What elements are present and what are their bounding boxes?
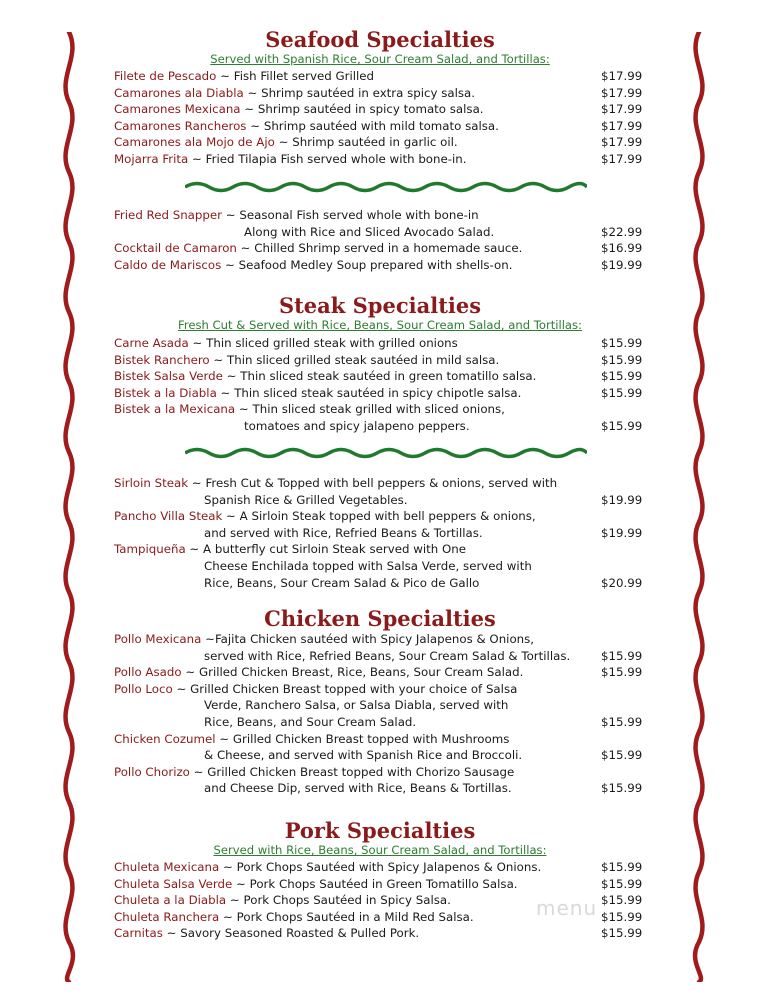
vine-divider xyxy=(185,446,587,460)
menu-item: Bistek Salsa Verde ~ Thin sliced steak sautéed in green tomatillo salsa. $15.99 xyxy=(114,369,643,384)
seafood-list-2: Fried Red Snapper ~ Seasonal Fish served whole with bone-in Along with Rice and Sliced Avocado Salad. $22.99 Cocktail de Camaron ~ Chilled Shrimp served in a homemade sauce. $16.99 Caldo de Mariscos ~ Seafood Medley Soup prepared with shells-on. $19.99 xyxy=(114,207,654,273)
left-scroll-border xyxy=(57,32,81,982)
menu-item: Chuleta Salsa Verde ~ Pork Chops Sautéed in Green Tomatillo Salsa. $15.99 xyxy=(114,876,643,891)
menu-item: Bistek a la Diabla ~ Thin sliced steak sautéed in spicy chipotle salsa. $15.99 xyxy=(114,385,643,400)
steak-subtitle: Fresh Cut & Served with Rice, Beans, Sour Cream Salad, and Tortillas: xyxy=(178,318,582,332)
menu-item: Sirloin Steak ~ Fresh Cut & Topped with bell peppers & onions, served with xyxy=(114,476,558,490)
menu-item: Camarones Rancheros ~ Shrimp sautéed with mild tomato salsa. $17.99 xyxy=(114,118,643,133)
menu-item: Chuleta Mexicana ~ Pork Chops Sautéed with Spicy Jalapenos & Onions. $15.99 xyxy=(114,860,643,874)
menu-item: Chuleta a la Diabla ~ Pork Chops Sautéed in Spicy Salsa. $15.99 xyxy=(114,893,643,908)
menu-item: Camarones ala Mojo de Ajo ~ Shrimp sautéed in garlic oil. $17.99 xyxy=(114,135,643,150)
menu-item: Cocktail de Camaron ~ Chilled Shrimp served in a homemade sauce. $16.99 xyxy=(114,241,643,256)
menu-item: Pollo Loco ~ Grilled Chicken Breast topped with your choice of Salsa xyxy=(114,681,518,696)
watermark: menu xyxy=(536,896,598,920)
steak-title: Steak Specialties xyxy=(278,293,482,318)
menu-item: Bistek a la Mexicana ~ Thin sliced steak grilled with sliced onions, xyxy=(114,402,505,417)
menu-item: Camarones Mexicana ~ Shrimp sautéed in spicy tomato salsa. $17.99 xyxy=(114,102,643,117)
menu-item: Chicken Cozumel ~ Grilled Chicken Breast topped with Mushrooms xyxy=(114,731,510,746)
menu-item: Carnitas ~ Savory Seasoned Roasted & Pulled Pork. $15.99 xyxy=(114,926,643,941)
steak-list-2: Sirloin Steak ~ Fresh Cut & Topped with bell peppers & onions, served with Spanish Rice & Grilled Vegetables. $19.99 Pancho Villa Steak ~ A Sirloin Steak topped with bell peppers & onions, and served with Rice, Refried Beans & Tortillas. $19.99 Tampiqueña ~ A butterfly cut Sirloin Steak served with One Cheese Enchilada topped with Salsa Verde, served with Rice, Beans, Sour Cream Salad & Pico de Gallo $20.99 xyxy=(114,475,654,591)
pork-subtitle: Served with Rice, Beans, Sour Cream Salad, and Tortillas: xyxy=(213,843,547,857)
menu-item: Carne Asada ~ Thin sliced grilled steak with grilled onions $15.99 xyxy=(114,336,643,350)
seafood-list xyxy=(114,68,654,168)
menu-item: Mojarra Frita ~ Fried Tilapia Fish served whole with bone-in. $17.99 xyxy=(114,151,643,166)
menu-item: Tampiqueña ~ A butterfly cut Sirloin Steak served with One xyxy=(114,542,467,557)
right-scroll-border xyxy=(687,32,711,982)
menu-item: Bistek Ranchero ~ Thin sliced grilled steak sautéed in mild salsa. $15.99 xyxy=(114,352,643,367)
menu-item: Chuleta Ranchera ~ Pork Chops Sautéed in a Mild Red Salsa. $15.99 xyxy=(114,909,643,924)
vine-divider xyxy=(185,180,587,194)
pork-title: Pork Specialties xyxy=(284,818,476,843)
menu-item: Fried Red Snapper ~ Seasonal Fish served whole with bone-in xyxy=(114,208,479,222)
menu-item: Pollo Chorizo ~ Grilled Chicken Breast topped with Chorizo Sausage xyxy=(114,764,515,779)
chicken-list: Pollo Mexicana ~Fajita Chicken sautéed with Spicy Jalapenos & Onions, served with Rice, Refried Beans, Sour Cream Salad & Tortillas. $15.99 Pollo Asado ~ Grilled Chicken Breast, Rice, Beans, Sour Cream Salad. $15.99 Pollo Loco ~ Grilled Chicken Breast topped with your choice of Salsa Verde, Ranchero Salsa, or Salsa Diabla, served with Rice, Beans, and Sour Cream Salad. $15.99 Chicken Cozumel ~ Grilled Chicken Breast topped with Mushrooms & Cheese, and served with Spanish Rice and Broccoli. $15.99 Pollo Chorizo ~ Grilled Chicken Breast topped with Chorizo Sausage and Cheese Dip, served with Rice, Beans & Tortillas. $15.99 xyxy=(114,631,654,797)
menu-item: Pancho Villa Steak ~ A Sirloin Steak topped with bell peppers & onions, xyxy=(114,509,536,524)
seafood-subtitle: Served with Spanish Rice, Sour Cream Salad, and Tortillas: xyxy=(210,52,550,66)
menu-item: Caldo de Mariscos ~ Seafood Medley Soup prepared with shells-on. $19.99 xyxy=(114,257,643,272)
menu-item: Camarones ala Diabla ~ Shrimp sautéed in extra spicy salsa. $17.99 xyxy=(114,85,643,100)
menu-item: Filete de Pescado ~ Fish Fillet served Grilled $17.99 xyxy=(114,69,643,83)
steak-list: Carne Asada ~ Thin sliced grilled steak with grilled onions $15.99 Bistek Ranchero ~ Thin sliced grilled steak sautéed in mild salsa. $15.99 Bistek Salsa Verde ~ Thin sliced steak sautéed in green tomatillo salsa. $15.99 Bistek a la Diabla ~ Thin sliced steak sautéed in spicy chipotle salsa. $15.99 Bistek a la Mexicana ~ Thin sliced steak grilled with sliced onions, tomatoes and spicy jalapeno peppers. $15.99 xyxy=(114,335,654,435)
chicken-title: Chicken Specialties xyxy=(264,606,496,631)
seafood-title: Seafood Specialties xyxy=(265,27,495,52)
menu-item: Pollo Mexicana ~Fajita Chicken sautéed with Spicy Jalapenos & Onions, xyxy=(114,632,535,646)
menu-item: Pollo Asado ~ Grilled Chicken Breast, Rice, Beans, Sour Cream Salad. $15.99 xyxy=(114,665,643,680)
